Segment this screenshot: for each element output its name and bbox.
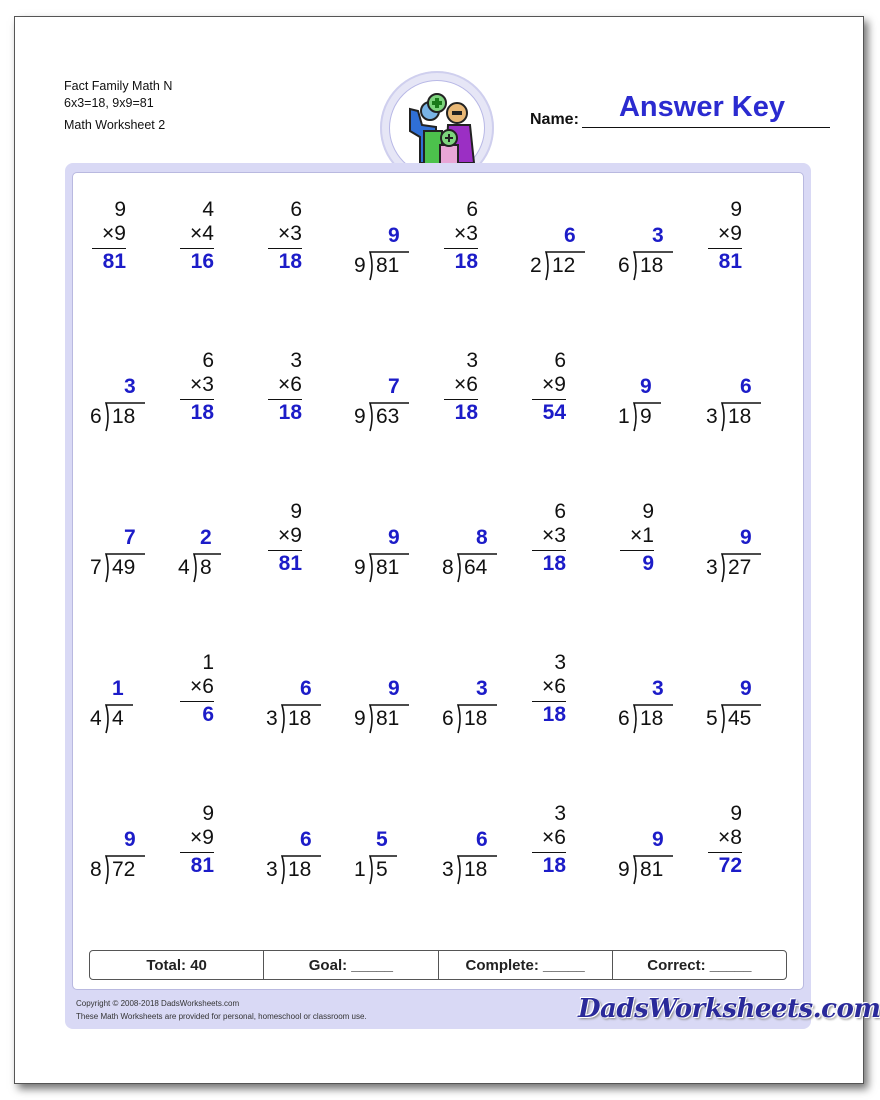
problem-div (614, 651, 704, 747)
quotient-answer: 3 (652, 677, 664, 700)
product-rule (180, 399, 214, 400)
divisor: 4 (90, 707, 102, 730)
dividend: 12 (552, 254, 576, 277)
product-rule (532, 701, 566, 702)
divisor: 3 (706, 405, 718, 428)
divisor: 1 (354, 858, 366, 881)
factor-bottom: ×9 (718, 222, 742, 245)
dividend: 72 (112, 858, 136, 881)
dividend: 18 (728, 405, 752, 428)
dividend: 18 (288, 858, 312, 881)
quotient-answer: 6 (300, 828, 312, 851)
problem-div (614, 349, 704, 445)
problem-div (350, 802, 440, 898)
problem-mult (174, 802, 264, 898)
dividend: 18 (640, 254, 664, 277)
product-answer: 54 (542, 401, 566, 424)
problem-div (438, 500, 528, 596)
product-answer: 18 (454, 401, 478, 424)
factor-top: 3 (554, 651, 566, 674)
quotient-answer: 6 (476, 828, 488, 851)
problem-mult (262, 349, 352, 445)
problem-div (350, 349, 440, 445)
product-answer: 81 (190, 854, 214, 877)
factor-bottom: ×9 (102, 222, 126, 245)
product-answer: 18 (542, 552, 566, 575)
factor-top: 3 (466, 349, 478, 372)
quotient-answer: 9 (740, 526, 752, 549)
factor-top: 3 (554, 802, 566, 825)
factor-top: 9 (730, 198, 742, 221)
worksheet-number: Math Worksheet 2 (64, 118, 166, 132)
factor-top: 3 (290, 349, 302, 372)
product-answer: 81 (278, 552, 302, 575)
quotient-answer: 7 (124, 526, 136, 549)
factor-bottom: ×3 (542, 524, 566, 547)
problem-mult (614, 500, 704, 596)
quotient-answer: 8 (476, 526, 488, 549)
divisor: 6 (90, 405, 102, 428)
goal-field: Goal: _____ (264, 951, 438, 979)
divisor: 9 (354, 254, 366, 277)
problem-mult (438, 349, 528, 445)
product-rule (268, 399, 302, 400)
product-rule (180, 701, 214, 702)
factor-bottom: ×3 (278, 222, 302, 245)
problem-mult (526, 651, 616, 747)
factor-bottom: ×9 (278, 524, 302, 547)
factor-bottom: ×6 (542, 675, 566, 698)
dividend: 49 (112, 556, 136, 579)
problem-div (262, 651, 352, 747)
product-rule (444, 248, 478, 249)
divisor: 9 (354, 556, 366, 579)
dividend: 27 (728, 556, 752, 579)
worksheet-subtitle: 6x3=18, 9x9=81 (64, 96, 154, 110)
problem-div (86, 802, 176, 898)
dividend: 81 (376, 707, 400, 730)
copyright-text: Copyright © 2008-2018 DadsWorksheets.com (76, 999, 240, 1008)
score-bar (89, 950, 787, 980)
problem-mult (526, 802, 616, 898)
dividend: 18 (288, 707, 312, 730)
factor-top: 6 (290, 198, 302, 221)
dividend: 4 (112, 707, 124, 730)
problem-div (614, 802, 704, 898)
dividend: 81 (376, 254, 400, 277)
problem-div (86, 349, 176, 445)
factor-bottom: ×3 (190, 373, 214, 396)
product-answer: 18 (542, 703, 566, 726)
product-rule (708, 248, 742, 249)
factor-top: 4 (202, 198, 214, 221)
product-rule (532, 550, 566, 551)
factor-bottom: ×4 (190, 222, 214, 245)
divisor: 6 (442, 707, 454, 730)
problem-mult (174, 349, 264, 445)
divisor: 3 (442, 858, 454, 881)
product-rule (620, 550, 654, 551)
divisor: 9 (354, 405, 366, 428)
divisor: 8 (442, 556, 454, 579)
factor-top: 6 (202, 349, 214, 372)
problem-mult (526, 500, 616, 596)
problem-div (350, 651, 440, 747)
product-rule (532, 399, 566, 400)
divisor: 6 (618, 707, 630, 730)
dividend: 8 (200, 556, 212, 579)
problem-div (262, 802, 352, 898)
correct-field: Correct: _____ (647, 957, 752, 974)
factor-top: 9 (290, 500, 302, 523)
factor-top: 9 (730, 802, 742, 825)
problem-div (350, 500, 440, 596)
problem-mult (86, 198, 176, 294)
product-rule (708, 852, 742, 853)
factor-bottom: ×3 (454, 222, 478, 245)
problem-mult (262, 500, 352, 596)
product-rule (532, 852, 566, 853)
dividend: 18 (464, 858, 488, 881)
problem-mult (262, 198, 352, 294)
divisor: 9 (618, 858, 630, 881)
problem-div (438, 651, 528, 747)
dividend: 9 (640, 405, 652, 428)
dividend: 45 (728, 707, 752, 730)
problem-div (174, 500, 264, 596)
divisor: 9 (354, 707, 366, 730)
factor-bottom: ×8 (718, 826, 742, 849)
divisor: 6 (618, 254, 630, 277)
dividend: 63 (376, 405, 400, 428)
factor-bottom: ×9 (542, 373, 566, 396)
problem-div (350, 198, 440, 294)
divisor: 8 (90, 858, 102, 881)
dividend: 81 (640, 858, 664, 881)
problem-div (702, 651, 792, 747)
quotient-answer: 6 (740, 375, 752, 398)
product-answer: 9 (642, 552, 654, 575)
product-rule (180, 852, 214, 853)
quotient-answer: 1 (112, 677, 124, 700)
factor-bottom: ×9 (190, 826, 214, 849)
problem-mult (526, 349, 616, 445)
problem-div (86, 651, 176, 747)
quotient-answer: 3 (476, 677, 488, 700)
factor-bottom: ×6 (190, 675, 214, 698)
product-answer: 18 (278, 250, 302, 273)
dividend: 81 (376, 556, 400, 579)
divisor: 7 (90, 556, 102, 579)
factor-bottom: ×6 (278, 373, 302, 396)
worksheet-title: Fact Family Math N (64, 79, 173, 93)
name-label: Name: (530, 111, 579, 128)
divisor: 3 (266, 858, 278, 881)
factor-top: 9 (202, 802, 214, 825)
product-rule (92, 248, 126, 249)
dividend: 18 (640, 707, 664, 730)
quotient-answer: 9 (388, 677, 400, 700)
problem-div (702, 349, 792, 445)
product-rule (180, 248, 214, 249)
quotient-answer: 5 (376, 828, 388, 851)
problem-div (438, 802, 528, 898)
dividend: 18 (112, 405, 136, 428)
product-rule (268, 248, 302, 249)
problem-mult (174, 651, 264, 747)
problem-div (526, 198, 616, 294)
dividend: 18 (464, 707, 488, 730)
product-answer: 81 (718, 250, 742, 273)
problem-div (702, 500, 792, 596)
divisor: 3 (706, 556, 718, 579)
factor-bottom: ×6 (454, 373, 478, 396)
problem-mult (438, 198, 528, 294)
quotient-answer: 6 (564, 224, 576, 247)
name-line (582, 127, 830, 128)
divisor: 3 (266, 707, 278, 730)
factor-top: 1 (202, 651, 214, 674)
divisor: 2 (530, 254, 542, 277)
quotient-answer: 3 (652, 224, 664, 247)
product-answer: 16 (190, 250, 214, 273)
divisor: 5 (706, 707, 718, 730)
factor-top: 6 (466, 198, 478, 221)
quotient-answer: 2 (200, 526, 212, 549)
problem-mult (174, 198, 264, 294)
product-answer: 18 (542, 854, 566, 877)
product-answer: 18 (190, 401, 214, 424)
dividend: 64 (464, 556, 488, 579)
factor-bottom: ×6 (542, 826, 566, 849)
factor-top: 9 (642, 500, 654, 523)
quotient-answer: 9 (388, 224, 400, 247)
problem-mult (702, 802, 792, 898)
quotient-answer: 9 (740, 677, 752, 700)
brand-logo: DadsWorksheets.com (578, 994, 880, 1024)
quotient-answer: 7 (388, 375, 400, 398)
quotient-answer: 9 (388, 526, 400, 549)
product-rule (268, 550, 302, 551)
product-rule (444, 399, 478, 400)
usage-notice: These Math Worksheets are provided for personal, homeschool or classroom use. (76, 1012, 367, 1021)
factor-top: 6 (554, 349, 566, 372)
answer-key-heading: Answer Key (618, 91, 785, 123)
factor-bottom: ×1 (630, 524, 654, 547)
product-answer: 81 (102, 250, 126, 273)
problem-div (86, 500, 176, 596)
complete-field: Complete: _____ (439, 951, 613, 979)
problem-div (614, 198, 704, 294)
factor-top: 6 (554, 500, 566, 523)
quotient-answer: 6 (300, 677, 312, 700)
quotient-answer: 9 (124, 828, 136, 851)
divisor: 4 (178, 556, 190, 579)
product-answer: 18 (278, 401, 302, 424)
product-answer: 18 (454, 250, 478, 273)
quotient-answer: 3 (124, 375, 136, 398)
total-count: Total: 40 (90, 951, 264, 979)
divisor: 1 (618, 405, 630, 428)
factor-top: 9 (114, 198, 126, 221)
quotient-answer: 9 (652, 828, 664, 851)
quotient-answer: 9 (640, 375, 652, 398)
problem-mult (702, 198, 792, 294)
product-answer: 72 (718, 854, 742, 877)
dividend: 5 (376, 858, 388, 881)
product-answer: 6 (202, 703, 214, 726)
